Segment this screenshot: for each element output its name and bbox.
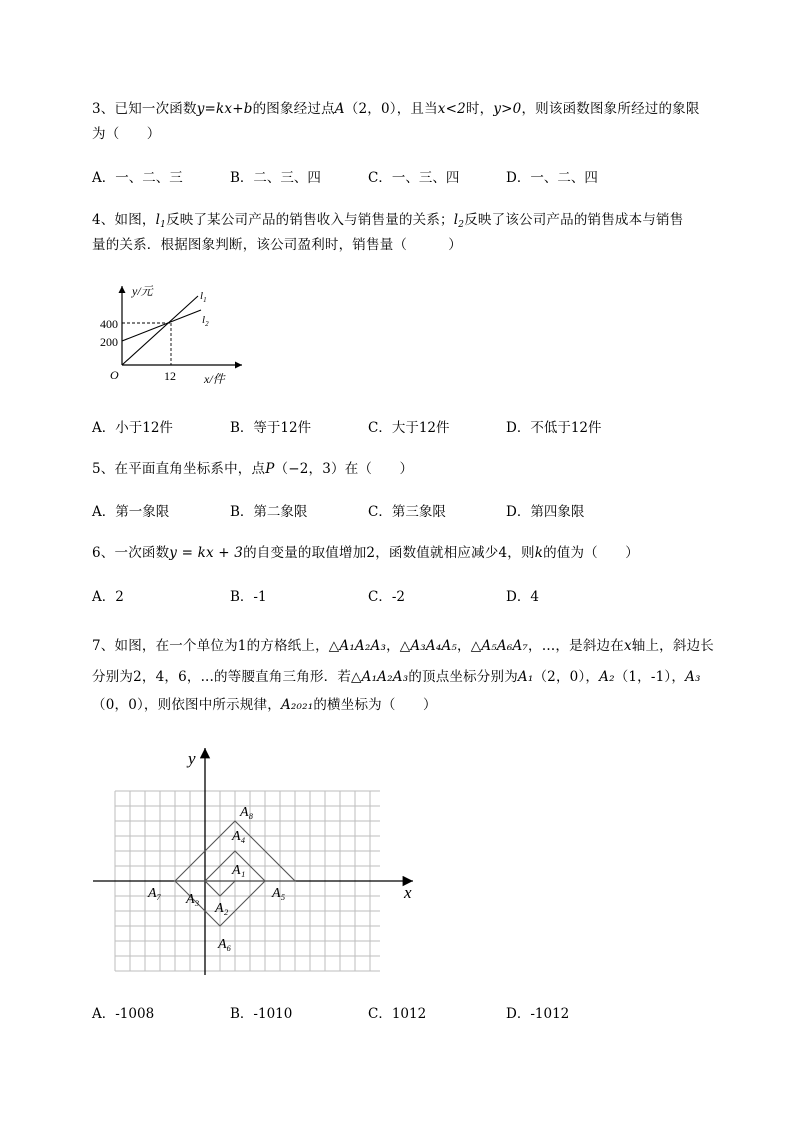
- q7-coord: （2，0），: [533, 669, 600, 685]
- q4-option-d[interactable]: D．不低于12件: [506, 420, 602, 436]
- q6-text: 6、一次函数: [92, 545, 170, 561]
- q7-triangle-2: A₃A₄A₅: [410, 638, 458, 654]
- q7-label-a3: A₃: [186, 892, 200, 907]
- q4-text: 4、如图，: [92, 212, 156, 228]
- q3-text: 3、已知一次函数: [92, 101, 197, 117]
- q5-line-1: [92, 460, 413, 478]
- q4-line-2: 量的关系．根据图象判断，该公司盈利时，销售量（ ）: [92, 237, 462, 253]
- q7-line-3: [92, 696, 437, 714]
- q3-line-2: 为（ ）: [92, 126, 161, 142]
- q7-coord: （1，-1），: [614, 669, 686, 685]
- q7-label-a2: A₂: [215, 901, 229, 916]
- q7-text: 7、如图，在一个单位为1的方格纸上，△: [92, 638, 340, 654]
- q4-option-a[interactable]: A．小于12件: [92, 420, 173, 436]
- q7-point-a2: A₂: [599, 669, 615, 685]
- q4-option-c[interactable]: C．大于12件: [368, 420, 450, 436]
- q4-option-b[interactable]: B．等于12件: [230, 420, 312, 436]
- q3-condition-y: y>0: [493, 101, 522, 117]
- q7-option-c[interactable]: C．1012: [368, 1006, 427, 1022]
- q7-text: （0，0），则依图中所示规律，: [92, 697, 281, 713]
- q3-text: 时，: [465, 101, 494, 117]
- q5-option-d[interactable]: D．第四象限: [506, 504, 585, 520]
- q4-tick-12: 12: [164, 369, 176, 383]
- q4-tick-200: 200: [100, 335, 118, 349]
- q7-label-a6: A₆: [218, 937, 232, 952]
- q7-triangle-1: A₁A₂A₃: [339, 638, 387, 654]
- q4-text: 反映了该公司产品的销售成本与销售: [464, 212, 684, 228]
- q7-triangle-3: A₅A₆A₇: [481, 638, 529, 654]
- q7-label-a8: A₈: [240, 805, 254, 820]
- q3-text: 的图象经过点: [252, 101, 335, 117]
- q6-option-d[interactable]: D．4: [506, 589, 539, 605]
- q7-option-a[interactable]: A．-1008: [92, 1006, 155, 1022]
- q3-option-d[interactable]: D．一、二、四: [506, 170, 598, 186]
- q6-options: [92, 588, 712, 606]
- q4-x-label: x/件: [204, 372, 225, 386]
- q7-target-point: A₂₀₂₁: [280, 697, 314, 713]
- q3-equation: y=kx+b: [196, 101, 253, 117]
- q3-option-a[interactable]: A．一、二、三: [92, 170, 183, 186]
- q4-l2-sub: 2: [458, 220, 465, 230]
- q5-options: [92, 503, 712, 521]
- q6-option-a[interactable]: A．2: [92, 589, 124, 605]
- q4-line-l2: [122, 310, 201, 341]
- q7-text: ，…，是斜边在: [528, 638, 624, 654]
- q3-line-1: [92, 100, 700, 118]
- q7-label-a7: A₇: [148, 886, 162, 901]
- q6-text: 的自变量的取值增加2，函数值就相应减少4，则: [243, 545, 535, 561]
- q4-origin: O: [110, 368, 119, 382]
- q6-option-b[interactable]: B．-1: [230, 589, 267, 605]
- q7-grid-figure: [88, 738, 428, 978]
- q7-label-a1: A₁: [232, 863, 246, 878]
- q7-triangle-1: A₁A₂A₃: [361, 669, 409, 685]
- q3-point: A: [334, 101, 345, 117]
- q4-tick-400: 400: [100, 317, 118, 331]
- q4-label-l1: $l_1$: [200, 290, 207, 304]
- q4-y-label: y/元: [132, 284, 153, 298]
- q6-k: k: [534, 545, 544, 561]
- q4-line-1: [92, 211, 683, 234]
- q6-option-c[interactable]: C．-2: [368, 589, 405, 605]
- q7-x-label: x: [404, 883, 412, 902]
- q4-l1: l: [155, 212, 161, 228]
- q6-text: 的值为（ ）: [543, 545, 639, 561]
- q7-text: ，△: [457, 638, 482, 654]
- q7-label-a4: A₄: [232, 829, 246, 844]
- q7-line-1: [92, 637, 714, 655]
- q3-option-c[interactable]: C．一、三、四: [368, 170, 460, 186]
- q7-text: 轴上，斜边长: [631, 638, 714, 654]
- q7-text: 的横坐标为（ ）: [313, 697, 437, 713]
- q5-point: P: [265, 461, 275, 477]
- q4-l2: l: [453, 212, 459, 228]
- q3-option-b[interactable]: B．二、三、四: [230, 170, 321, 186]
- q7-options: [92, 1005, 712, 1023]
- q6-equation: y = kx + 3: [169, 545, 244, 561]
- q7-text: 分别为2，4，6，...的等腰直角三角形．若△: [92, 669, 362, 685]
- q7-point-a3: A₃: [685, 669, 701, 685]
- q7-point-a1: A₁: [517, 669, 534, 685]
- q7-text: 的顶点坐标分别为: [408, 669, 518, 685]
- q3-text: ，且当: [396, 101, 438, 117]
- q7-y-label: y: [188, 749, 196, 768]
- q3-coord: （2，0）: [344, 101, 397, 117]
- q7-text: ，△: [386, 638, 411, 654]
- q6-line-1: [92, 544, 639, 562]
- q7-label-a5: A₅: [272, 886, 286, 901]
- q7-x: x: [623, 638, 632, 654]
- q4-graph: [92, 280, 272, 390]
- q7-line-2: [92, 668, 701, 686]
- q7-option-b[interactable]: B．-1010: [230, 1006, 293, 1022]
- q4-line-l1: [122, 296, 198, 365]
- q5-option-c[interactable]: C．第三象限: [368, 504, 446, 520]
- q5-text: （−2，3）在（ ）: [274, 461, 414, 477]
- q4-text: 反映了某公司产品的销售收入与销售量的关系；: [166, 212, 454, 228]
- q4-label-l2: $l_2$: [202, 314, 209, 328]
- q5-option-b[interactable]: B．第二象限: [230, 504, 308, 520]
- q4-l1-sub: 1: [160, 220, 167, 230]
- q5-text: 5、在平面直角坐标系中，点: [92, 461, 266, 477]
- q3-options: [92, 169, 712, 187]
- q5-option-a[interactable]: A．第一象限: [92, 504, 170, 520]
- q4-options: [92, 419, 712, 437]
- q7-option-d[interactable]: D．-1012: [506, 1006, 570, 1022]
- q3-condition-x: x<2: [437, 101, 466, 117]
- q3-text: ，则该函数图象所经过的象限: [521, 101, 700, 117]
